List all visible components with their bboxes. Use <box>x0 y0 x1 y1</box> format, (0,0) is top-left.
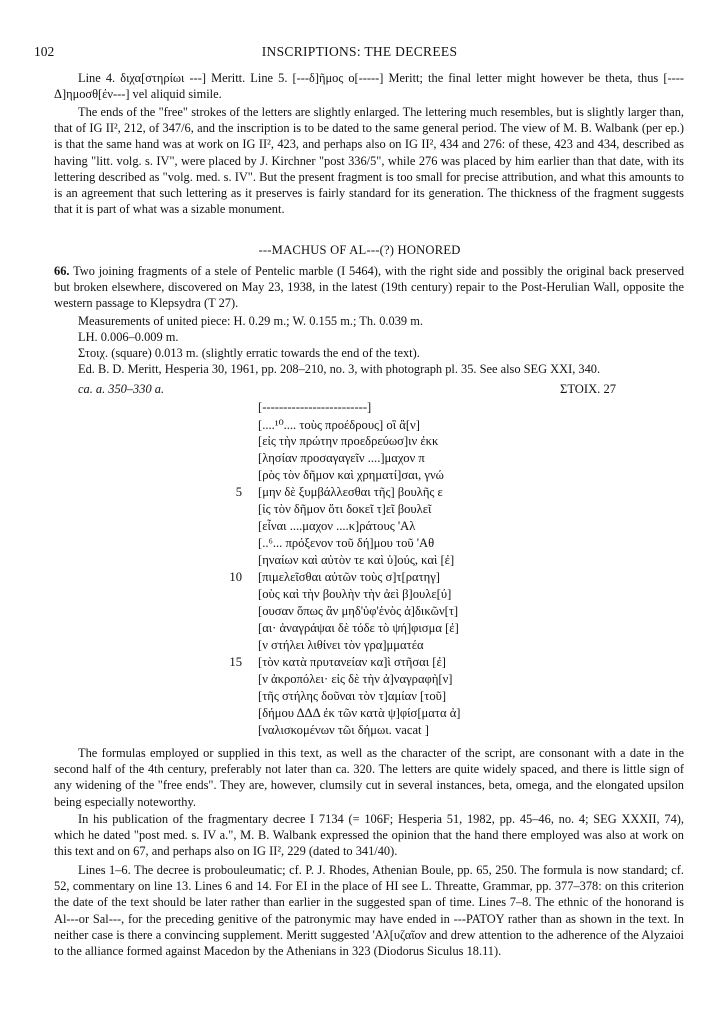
intro-paragraph-1: Line 4. διχα[στηρίωι ---] Meritt. Line 5. [---δ]ῆμος ο[-----] Meritt; the final letter might however be theta, thus [----Δ]ημοσθ[έν---] vel aliquid simile. <box>54 71 684 102</box>
stoich-spacing: Στοιχ. (square) 0.013 m. (slightly erratic towards the end of the text). <box>78 346 420 360</box>
intro-paragraph-2: The ends of the "free" strokes of the letters are slightly enlarged. The lettering much resembles, but is slightly larger than, that of IG II², 212, of 347/6, and the inscription is to be dated to the same general period. The view of M. B. Walbank (per ep.) is that the same hand was at work on IG II², 423, and perhaps also on IG II², 434 and 276: of these, 423 and 434, described as having "litt. volg. s. IV", were placed by J. Kirchner "post 336/5", while 276 was placed by him earlier than that date, with its lettering described as "volg. med. s. IV". But the present fragment is too small for precise attribution, and what this amounts to is an agreement that such lettering as it preserves is fairly standard for its generation. The thickness of the fragment suggests that it is part of what was a sizable monument. <box>54 105 684 217</box>
inscription-line: [οὺς καὶ τὴν βουλὴν τὴν ἀεὶ β]ουλε[ύ] <box>258 587 452 601</box>
inscription-line: [ν ἀκροπόλει· εἰς δὲ τὴν ἀ]ναγραφὴ[ν] <box>258 672 453 686</box>
page-number: 102 <box>34 44 55 59</box>
inscription-line: [ρὸς τὸν δῆμον καὶ χρηματί]σαι, γνώ <box>258 468 444 482</box>
inscription-line: [-------------------------] <box>258 400 372 414</box>
inscription-date: ca. a. 350–330 a. <box>78 382 165 396</box>
entry-title: ---MACHUS OF AL---(?) HONORED <box>258 243 461 257</box>
inscription-line: [πιμελεῖσθαι αὐτῶν τοὺς σ]τ[ρατηγ] <box>258 570 441 584</box>
commentary-paragraph-2: In his publication of the fragmentary decree I 7134 (= 106F; Hesperia 51, 1982, pp. 45–46, no. 4; SEG XXXII, 74), which he dated "post med. s. IV a.", M. B. Walbank expressed the opinion that the hand there employed was also at work on this text and on 67, and perhaps also on IG II², 229 (dated to 341/40). <box>54 812 684 859</box>
inscription-line: [....¹⁰.... τοὺς προέδρους] οἳ ἂ[ν] <box>258 418 420 432</box>
inscription-line: [δήμου ΔΔΔ ἐκ τῶν κατὰ ψ]φίσ[ματα ἀ] <box>258 706 461 720</box>
inscription-line: [μην δὲ ξυμβάλλεσθαι τῆς] βουλῆς ε <box>258 485 443 499</box>
inscription-line: [αι· ἀναγράψαι δὲ τόδε τὸ ψή]φισμα [ἐ] <box>258 621 459 635</box>
line-number: 10 <box>229 570 242 584</box>
inscription-line: [ναλισκομένων τῶι δήμωι. vacat ] <box>258 723 429 737</box>
entry-description-text: Two joining fragments of a stele of Pentelic marble (I 5464), with the right side and possibly the original back preserved but broken elsewhere, discovered on May 23, 1938, in the latest (19th century) repair to the Post-Herulian Wall, opposite the western passage to Klepsydra (Τ 27). <box>54 264 685 311</box>
line-number: 5 <box>235 485 242 499</box>
entry-number: 66. <box>54 264 70 278</box>
commentary-paragraph-3: Lines 1–6. The decree is probouleumatic; cf. P. J. Rhodes, Athenian Boule, pp. 65, 250. The formula is now standard; cf. 52, commentary on line 13. Lines 6 and 14. For EI in the place of HI see L. Threatte, Grammar, pp. 377–378: on this criterion the date of the text should be later rather than earlier in the suggested span of time. Lines 7–8. The ethnic of the honorand is Al---or Sal---, for the preceding genitive of the patronymic may have ended in ---PATOY rather than as shown in the text. In neither case is there a convincing supplement. Meritt suggested 'Αλ[υζαῖον and drew attention to the adherence of the Alyzaioi to the alliance formed against Macedon by the Athenians in 323 (Diodorus Siculus 18.11). <box>54 863 684 959</box>
page-header <box>34 44 685 60</box>
edition: Ed. B. D. Meritt, Hesperia 30, 1961, pp. 208–210, no. 3, with photograph pl. 35. See also SEG XXI, 340. <box>78 362 601 376</box>
line-number: 15 <box>229 655 242 669</box>
entry-description <box>54 263 684 312</box>
inscription-line: [ἰς τὸν δῆμον ὅτι δοκεῖ τ]εῖ βουλεῖ <box>258 502 432 516</box>
inscription-line: [..⁶... πρόξενον τοῦ δή]μου τοῦ 'Αθ <box>258 536 435 550</box>
letter-height: LH. 0.006–0.009 m. <box>78 330 179 344</box>
inscription-line: [λησίαν προσαγαγεῖν ....]μαχον π <box>258 451 425 465</box>
inscription-line: [εἶναι ....μαχον ....κ]ράτους 'Αλ <box>258 519 416 533</box>
inscription-line: [τὸν κατὰ πρυτανείαν κα]ὶ στῆσαι [ἐ] <box>258 655 446 669</box>
stoich-count: ΣΤΟΙΧ. 27 <box>560 382 617 396</box>
inscription-line: [ηναίων καὶ αὐτὸν τε καὶ ὑ]ούς, καὶ [ἐ] <box>258 553 455 567</box>
inscription-line: [ουσαν ὅπως ἂν μηδ'ὑφ'ἑνὸς ἀ]δικῶν[τ] <box>258 604 459 618</box>
running-title: INSCRIPTIONS: THE DECREES <box>261 44 458 59</box>
inscription-line: [ν στήλει λιθίνει τὸν γρα]μματέα <box>258 638 424 652</box>
inscription-line: [εἰς τὴν πρώτην προεδρεύωσ]ιν ἐκκ <box>258 434 439 448</box>
commentary-paragraph-1: The formulas employed or supplied in this text, as well as the character of the script, are consonant with a date in the second half of the 4th century, preferably not later than ca. 320. The letters are quite widely spaced, and there is little sign of any widening of the "free ends". They are, however, clumsily cut in several instances, beta, omega, and the elongated upsilon being especially noteworthy. <box>54 746 684 809</box>
inscription-line: [τῆς στήλης δοῦναι τὸν τ]αμίαν [τοῦ] <box>258 689 447 703</box>
measurements: Measurements of united piece: H. 0.29 m.; W. 0.155 m.; Th. 0.039 m. <box>78 314 423 328</box>
